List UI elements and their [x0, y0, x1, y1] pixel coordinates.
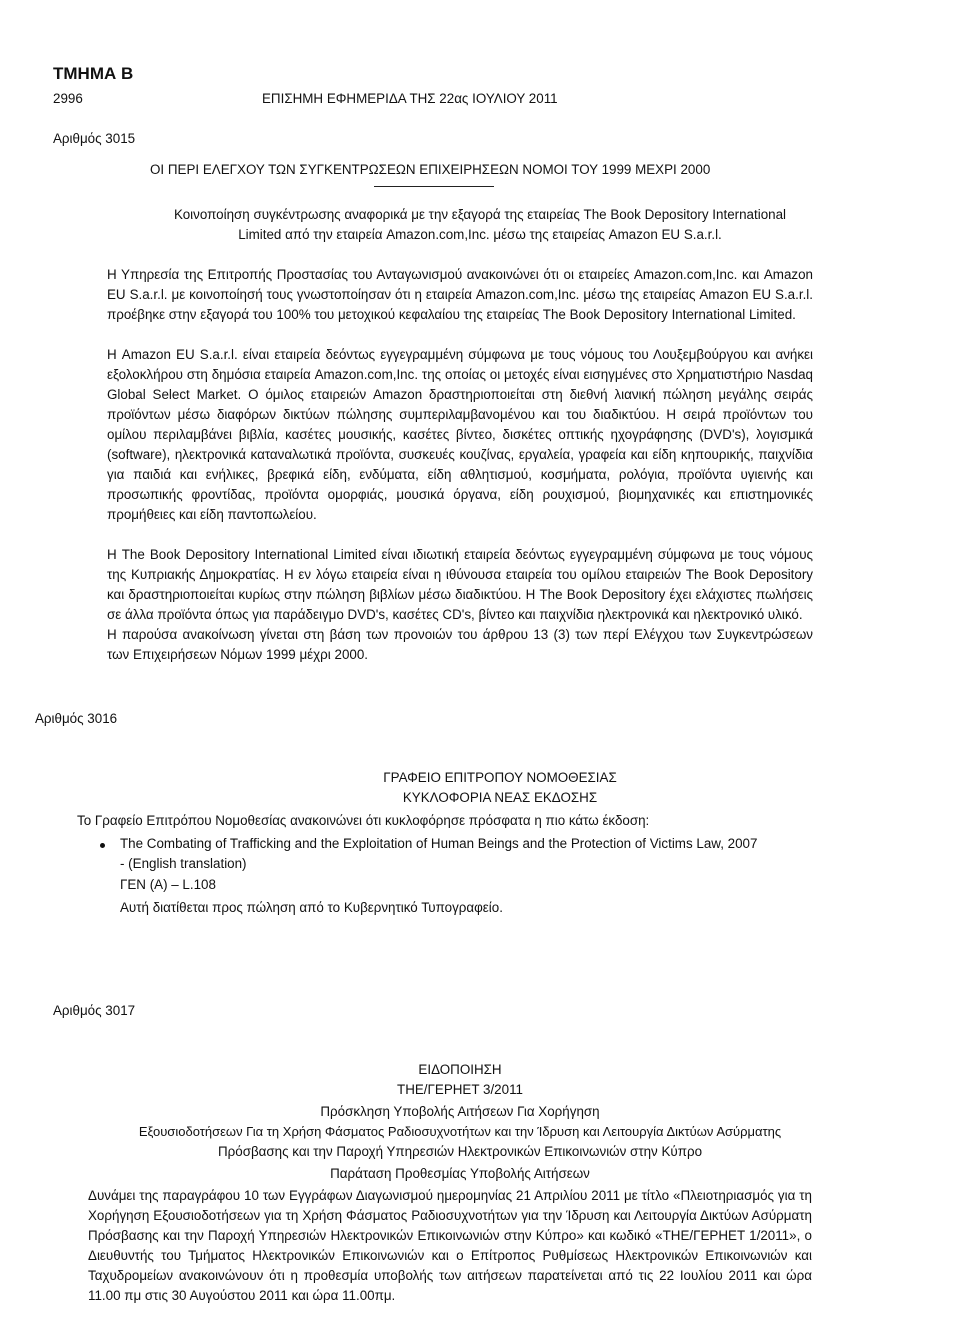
line-3017-2: Εξουσιοδοτήσεων Για τη Χρήση Φάσματος Ραδιοσυχνοτήτων και την Ίδρυση και Λειτουργία Δικτύων Ασύρματης	[138, 1124, 782, 1139]
line-3017-1: Πρόσκληση Υποβολής Αιτήσεων Για Χορήγηση	[320, 1104, 600, 1119]
line-3017-3: Πρόσβασης και την Παροχή Υπηρεσιών Ηλεκτρονικών Επικοινωνιών στην Κύπρο	[217, 1144, 703, 1159]
publication-code: ΓΕΝ (Α) – L.108	[120, 877, 216, 892]
publication-title: The Combating of Trafficking and the Exploitation of Human Beings and the Protection of Victims Law, 2007	[120, 836, 758, 851]
title-3016-1: ΓΡΑΦΕΙΟ ΕΠΙΤΡΟΠΟΥ ΝΟΜΟΘΕΣΙΑΣ	[383, 770, 617, 785]
paragraph-3015-2: Η Amazon EU S.a.r.l. είναι εταιρεία δεόντως εγγεγραμμένη σύμφωνα με τους νόμους του Λουξεμβούργου και ανήκει εξολοκλήρου στη δημόσια εταιρεία Amazon.com,Inc. της οποίας οι μετοχές είναι εισηγμένες στο Χρηματιστήριο Nasdaq Global Select Market. Ο όμιλος εταιρειών Amazon δραστηριοποιείται στη διεθνή λιανική πώληση μεγάλης σειράς προϊόντων μέσω διαφόρων δικτύων πώλησης συμπεριλαμβανομένου και του διαδικτύου. Η σειρά προϊόντων του ομίλου περιλαμβάνει βιβλία, κασέτες μουσικής, κασέτες βίντεο, δισκέτες οπτικής ηχογράφησης (DVD's), λογισμικά (software), ηλεκτρονικά καταναλωτικά προϊόντα, συσκευές κουζίνας, εργαλεία, γραφεία και είδη κηπουρικής, παιχνίδια για παιδιά και ενήλικες, βρεφικά είδη, ενδύματα, είδη αθλητισμού, κοσμήματα, ρολόγια, προϊόντα υγιεινής και προσωπικής φροντίδας, προϊόντα ομορφιάς, μουσικά όργανα, είδη ρουχισμού, βιομηχανικές και επιστημονικές προμήθειες και είδη παντοπωλείου.	[107, 347, 813, 522]
title-3016-2: ΚΥΚΛΟΦΟΡΙΑ ΝΕΑΣ ΕΚΔΟΣΗΣ	[402, 790, 598, 805]
title-3017-1: ΕΙΔΟΠΟΙΗΣΗ	[418, 1062, 502, 1077]
title-3017-2: ΤΗΕ/ΓΕΡΗΕΤ 3/2011	[397, 1082, 523, 1097]
notice-number-3017: Αριθμός 3017	[53, 1003, 136, 1018]
notice-number-3016: Αριθμός 3016	[35, 711, 118, 726]
line-3017-4: Παράταση Προθεσμίας Υποβολής Αιτήσεων	[330, 1166, 590, 1181]
paragraph-3017: Δυνάμει της παραγράφου 10 των Εγγράφων Διαγωνισμού ημερομηνίας 21 Απριλίου 2011 με τίτλο «Πλειοτηριασμός για τη Χορήγηση Εξουσιοδοτήσεων για τη Χρήση Φάσματος Ραδιοσυχνοτήτων για την Ίδρυση και Λειτουργία Δικτύων Ασύρματη Πρόσβασης και την Παροχή Υπηρεσιών Ηλεκτρονικών Επικοινωνιών στην Κύπρο» και κωδικό «ΤΗΕ/ΓΕΡΗΕΤ 1/2011», ο Διευθυντής του Τμήματος Ηλεκτρονικών Επικοινωνιών και ο Επίτροπος Ρυθμίσεως Ηλεκτρονικών Επικοινωνιών και Ταχυδρομείων ανακοινώνουν ότι η προθεσμία υποβολής των αιτήσεων παρατείνεται από τις 22 Ιουλίου 2011 και ώρα 11.00 πμ στις 30 Αυγούστου 2011 και ώρα 11.00πμ.	[88, 1188, 812, 1303]
intro-3016: Το Γραφείο Επιτρόπου Νομοθεσίας ανακοινώνει ότι κυκλοφόρησε πρόσφατα η πιο κάτω έκδοση:	[77, 813, 650, 828]
availability-note: Αυτή διατίθεται προς πώληση από το Κυβερνητικό Τυπογραφείο.	[120, 900, 503, 915]
publication-translation: - (English translation)	[120, 856, 247, 871]
page-number: 2996	[53, 91, 83, 106]
notice-number-3015: Αριθμός 3015	[53, 131, 136, 146]
title-underline	[374, 186, 494, 187]
gazette-title: ΕΠΙΣΗΜΗ ΕΦΗΜΕΡΙΔΑ ΤΗΣ 22ας ΙΟΥΛΙΟΥ 2011	[262, 91, 558, 106]
subject-line-1: Κοινοποίηση συγκέντρωσης αναφορικά με την εξαγορά της εταιρείας The Book Depository International	[173, 207, 787, 222]
law-title: ΟΙ ΠΕΡΙ ΕΛΕΓΧΟΥ ΤΩΝ ΣΥΓΚΕΝΤΡΩΣΕΩΝ ΕΠΙΧΕΙΡΗΣΕΩΝ ΝΟΜΟΙ ΤΟΥ 1999 ΜΕΧΡΙ 2000	[150, 162, 711, 177]
paragraph-3015-3: Η The Book Depository International Limited είναι ιδιωτική εταιρεία δεόντως εγγεγραμμένη σύμφωνα με τους νόμους της Κυπριακής Δημοκρατίας. Η εν λόγω εταιρεία είναι η ιθύνουσα εταιρεία του ομίλου εταιρειών The Book Depository και δραστηριοποιείται κυρίως στην πώληση βιβλίων μέσω διαδικτύου. Η The Book Depository έχει ελάχιστες πωλήσεις σε άλλα προϊόντα όπως για παράδειγμο DVD's, κασέτες CD's, βίντεο και παιχνίδια ηλεκτρονικά και ηλεκτρονικό υλικό.	[107, 547, 813, 622]
paragraph-3015-1: Η Υπηρεσία της Επιτροπής Προστασίας του Ανταγωνισμού ανακοινώνει ότι οι εταιρείες Amazon.com,Inc. και Amazon EU S.a.r.l. με κοινοποίησή τους γνωστοποίησαν ότι η εταιρεία Amazon.com,Inc. μέσω της εταιρείας Amazon EU S.a.r.l. προέβηκε στην εξαγορά του 100% του μετοχικού κεφαλαίου της εταιρείας The Book Depository International Limited.	[107, 267, 813, 322]
subject-line-2: Limited από την εταιρεία Amazon.com,Inc. μέσω της εταιρείας Amazon EU S.a.r.l.	[238, 227, 722, 242]
paragraph-3015-4: Η παρούσα ανακοίνωση γίνεται στη βάση των προνοιών του άρθρου 13 (3) των περί Ελέγχου των Συγκεντρώσεων των Επιχειρήσεων Νόμων 1999 μέχρι 2000.	[107, 627, 813, 662]
section-label: ΤΜΗΜΑ Β	[53, 64, 134, 83]
bullet-dot	[100, 843, 105, 848]
